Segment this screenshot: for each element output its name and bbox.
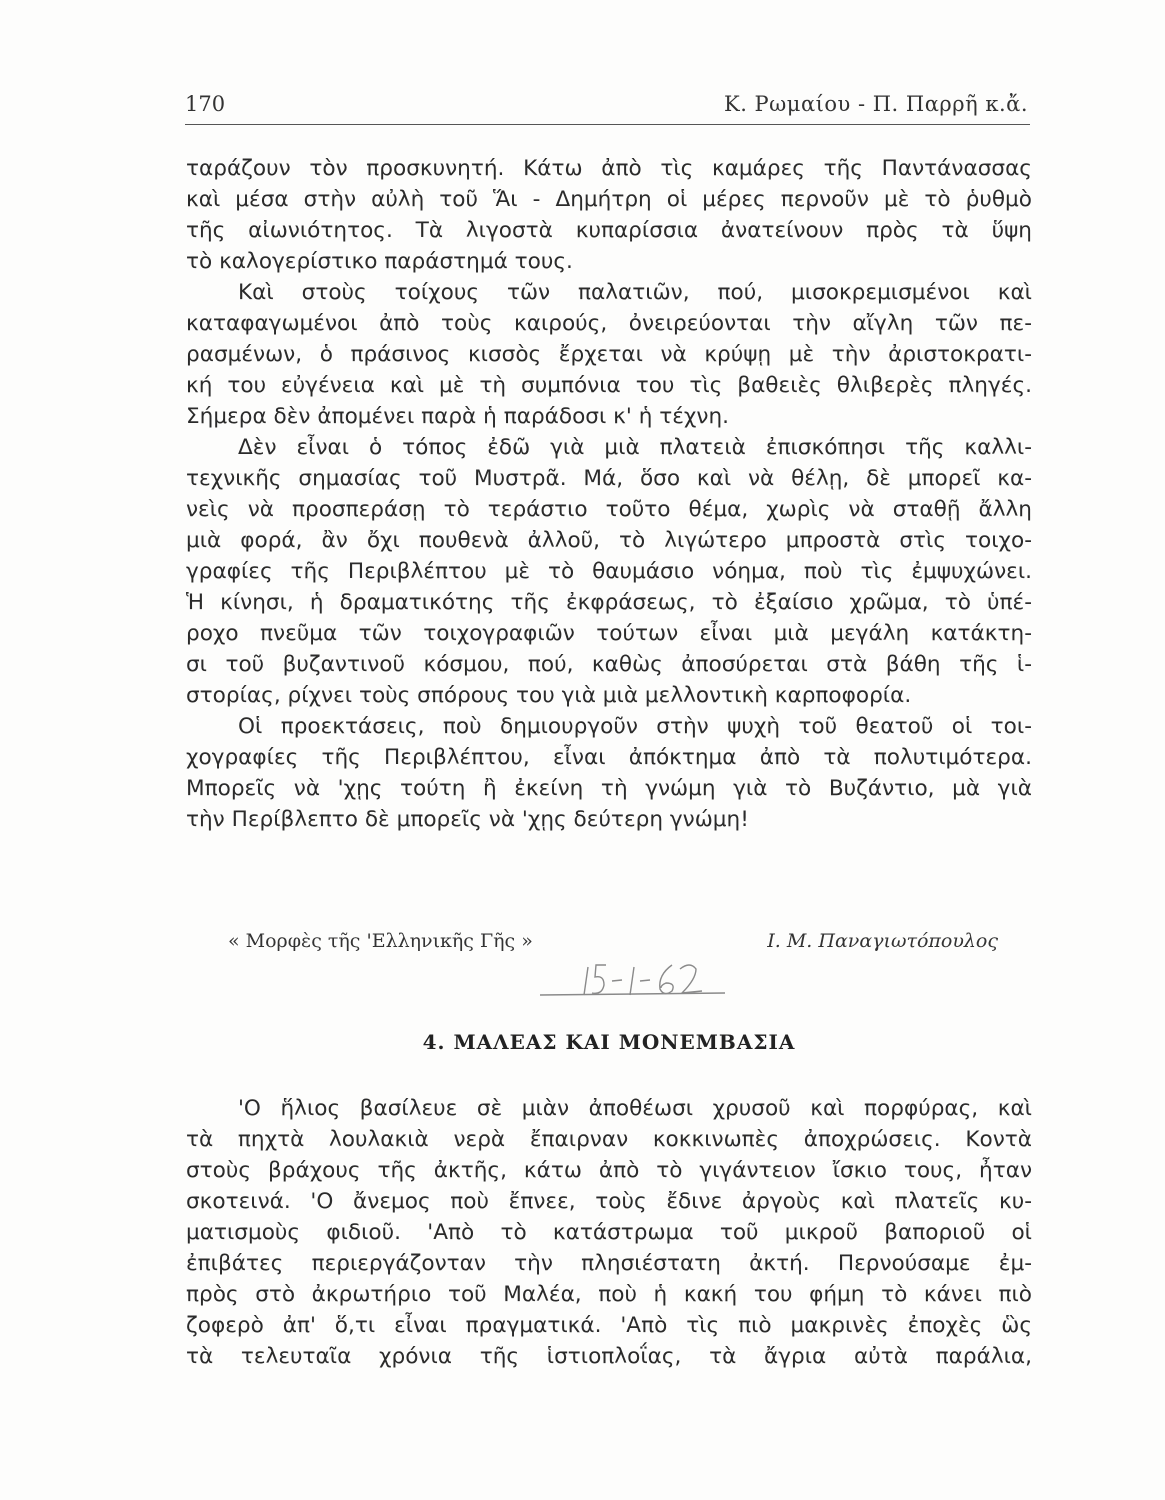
text-line: τὴν Περίβλεπτο δὲ μπορεῖς νὰ 'χῃς δεύτερη γνώμη! [186, 807, 749, 832]
text-line: νεὶς νὰ προσπεράσῃ τὸ τεράστιο τοῦτο θέμα, χωρὶς νὰ σταθῇ ἄλλη [186, 497, 1032, 522]
text-line: ταράζουν τὸν προσκυνητή. Κάτω ἀπὸ τὶς καμάρες τῆς Παντάνασσας [186, 156, 1032, 181]
text-line: κή του εὐγένεια καὶ μὲ τὴ συμπόνια του τὶς βαθειὲς θλιβερὲς πληγές. [186, 373, 1032, 398]
text-line: χογραφίες τῆς Περιβλέπτου, εἶναι ἀπόκτημα ἀπὸ τὰ πολυτιμότερα. [186, 745, 1032, 770]
text-line: τὸ καλογερίστικο παράστημά τους. [186, 249, 573, 274]
header-authors: Κ. Ρωμαίου - Π. Παρρῆ κ.ἄ. [724, 92, 1028, 116]
text-line: τεχνικῆς σημασίας τοῦ Μυστρᾶ. Μά, ὅσο καὶ νὰ θέλῃ, δὲ μπορεῖ κα- [186, 466, 1032, 491]
text-line: Οἱ προεκτάσεις, ποὺ δημιουργοῦν στὴν ψυχὴ τοῦ θεατοῦ οἱ τοι- [238, 714, 1032, 739]
source-title: « Μορφὲς τῆς 'Ελληνικῆς Γῆς » [228, 930, 533, 952]
section2-text [186, 1093, 1032, 1372]
text-line: Μπορεῖς νὰ 'χῃς τούτη ἢ ἐκείνη τὴ γνώμη γιὰ τὸ Βυζάντιο, μὰ γιὰ [186, 776, 1032, 801]
text-line: Ἡ κίνησι, ἡ δραματικότης τῆς ἐκφράσεως, τὸ ἐξαίσιο χρῶμα, τὸ ὑπέ- [186, 590, 1032, 615]
text-line: τὰ πηχτὰ λουλακιὰ νερὰ ἔπαιρναν κοκκινωπὲς ἀποχρώσεις. Κοντὰ [186, 1127, 1032, 1152]
text-line: μιὰ φορά, ἂν ὄχι πουθενὰ ἀλλοῦ, τὸ λιγώτερο μπροστὰ στὶς τοιχο- [186, 528, 1032, 553]
text-line: Σήμερα δὲν ἀπομένει παρὰ ἡ παράδοσι κ' ἡ τέχνη. [186, 404, 729, 429]
text-line: ἐπιβάτες περιεργάζονταν τὴν πλησιέστατη ἀκτή. Περνούσαμε ἐμ- [186, 1251, 1032, 1276]
header-rule [185, 124, 1030, 125]
source-author: Ι. Μ. Παναγιωτόπουλος [767, 930, 998, 952]
text-line: ροχο πνεῦμα τῶν τοιχογραφιῶν τούτων εἶναι μιὰ μεγάλη κατάκτη- [186, 621, 1032, 646]
text-line: 'Ο ἥλιος βασίλευε σὲ μιὰν ἀποθέωσι χρυσοῦ καὶ πορφύρας, καὶ [238, 1096, 1032, 1121]
running-head [185, 92, 1028, 124]
text-line: ματισμοὺς φιδιοῦ. 'Απὸ τὸ κατάστρωμα τοῦ μικροῦ βαποριοῦ οἱ [186, 1220, 1032, 1245]
text-line: γραφίες τῆς Περιβλέπτου μὲ τὸ θαυμάσιο νόημα, ποὺ τὶς ἐμψυχώνει. [186, 559, 1032, 584]
text-line: στοὺς βράχους τῆς ἀκτῆς, κάτω ἀπὸ τὸ γιγάντειον ἴσκιο τους, ἦταν [186, 1158, 1032, 1183]
text-line: σκοτεινά. 'Ο ἄνεμος ποὺ ἔπνεε, τοὺς ἔδινε ἀργοὺς καὶ πλατεῖς κυ- [186, 1189, 1032, 1214]
text-line: σι τοῦ βυζαντινοῦ κόσμου, πού, καθὼς ἀποσύρεται στὰ βάθη τῆς ἱ- [186, 652, 1032, 677]
text-line: τὰ τελευταῖα χρόνια τῆς ἱστιοπλοΐας, τὰ ἄγρια αὐτὰ παράλια, [186, 1344, 1032, 1369]
text-line: πρὸς στὸ ἀκρωτήριο τοῦ Μαλέα, ποὺ ἡ κακή του φήμη τὸ κάνει πιὸ [186, 1282, 1032, 1307]
text-line: Καὶ στοὺς τοίχους τῶν παλατιῶν, πού, μισοκρεμισμένοι καὶ [238, 280, 1032, 305]
section1-text [186, 153, 1032, 835]
text-line: καὶ μέσα στὴν αὐλὴ τοῦ Ἅι - Δημήτρη οἱ μέρες περνοῦν μὲ τὸ ῥυθμὸ [186, 187, 1032, 212]
text-line: ζοφερὸ ἀπ' ὅ,τι εἶναι πραγματικά. 'Απὸ τὶς πιὸ μακρινὲς ἐποχὲς ὣς [186, 1313, 1032, 1338]
text-line: στορίας, ρίχνει τοὺς σπόρους του γιὰ μιὰ μελλοντικὴ καρποφορία. [186, 683, 912, 708]
section-heading: 4. ΜΑΛΕΑΣ ΚΑΙ ΜΟΝΕΜΒΑΣΙΑ [422, 1030, 796, 1054]
text-line: τῆς αἰωνιότητος. Τὰ λιγοστὰ κυπαρίσσια ἀνατείνουν πρὸς τὰ ὕψη [186, 218, 1032, 243]
handwritten-date-drawing [540, 955, 740, 1005]
handwritten-date-annotation [540, 955, 740, 1005]
page-number: 170 [185, 92, 226, 116]
text-line: καταφαγωμένοι ἀπὸ τοὺς καιρούς, ὀνειρεύονται τὴν αἴγλη τῶν πε- [186, 311, 1032, 336]
text-line: ρασμένων, ὁ πράσινος κισσὸς ἔρχεται νὰ κρύψῃ μὲ τὴν ἀριστοκρατι- [186, 342, 1032, 367]
text-line: Δὲν εἶναι ὁ τόπος ἐδῶ γιὰ μιὰ πλατειὰ ἐπισκόπησι τῆς καλλι- [238, 435, 1032, 460]
